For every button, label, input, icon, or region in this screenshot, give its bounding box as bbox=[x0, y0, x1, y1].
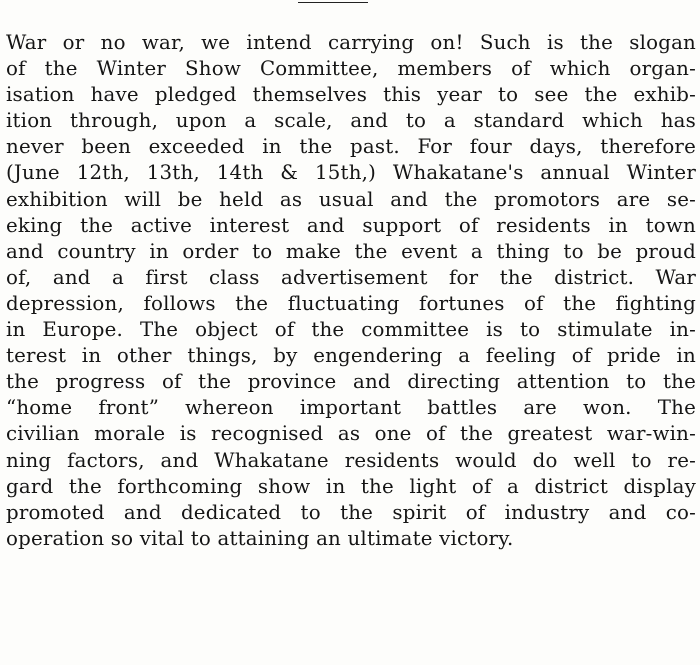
article-line: the progress of the province and directing attention to the bbox=[6, 370, 696, 394]
article-line: ition through, upon a scale, and to a standard which has bbox=[6, 109, 696, 133]
article-line: gard the forthcoming show in the light of a district display bbox=[6, 474, 696, 498]
article-line-last: operation so vital to attaining an ultimate victory. bbox=[6, 526, 514, 550]
article-line: in Europe. The object of the committee is to stimulate in- bbox=[6, 318, 696, 342]
article-line: ning factors, and Whakatane residents would do well to re- bbox=[6, 448, 696, 472]
article-line: isation have pledged themselves this year to see the exhib- bbox=[6, 83, 696, 107]
article-line: never been exceeded in the past. For four days, therefore bbox=[6, 135, 696, 159]
article-line: civilian morale is recognised as one of the greatest war-win- bbox=[6, 422, 696, 446]
article-line: exhibition will be held as usual and the promotors are se- bbox=[6, 187, 696, 211]
article-line: (June 12th, 13th, 14th & 15th,) Whakatane's annual Winter bbox=[6, 161, 696, 185]
article-line: eking the active interest and support of residents in town bbox=[6, 213, 696, 237]
article-line: of the Winter Show Committee, members of which organ- bbox=[6, 57, 696, 81]
article-line: and country in order to make the event a thing to be proud bbox=[6, 239, 696, 263]
article-line: War or no war, we intend carrying on! Such is the slogan bbox=[6, 31, 696, 54]
article-body bbox=[6, 30, 696, 552]
article-line: of, and a first class advertisement for the district. War bbox=[6, 265, 696, 289]
article-line: depression, follows the fluctuating fortunes of the fighting bbox=[6, 291, 696, 315]
article-line: terest in other things, by engendering a feeling of pride in bbox=[6, 344, 696, 368]
header-rule bbox=[298, 2, 368, 3]
article-line: “home front” whereon important battles are won. The bbox=[6, 396, 696, 420]
article-line: promoted and dedicated to the spirit of industry and co- bbox=[6, 500, 696, 524]
